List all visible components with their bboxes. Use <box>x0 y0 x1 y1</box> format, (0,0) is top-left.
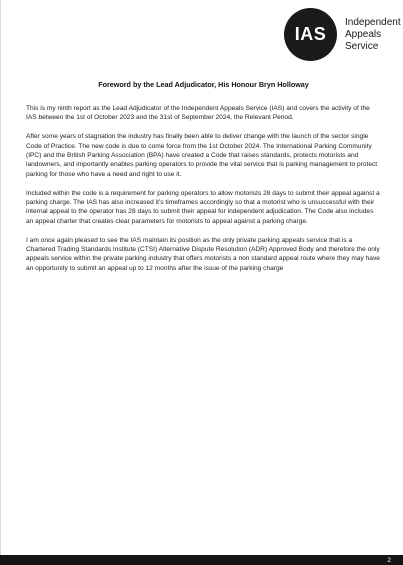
logo-wordmark <box>345 17 401 53</box>
paragraph-2: After some years of stagnation the industry has finally been able to deliver change with the launch of the sector single Code of Practice. The new code is due to come force from the 1st October 2024. The International Parking Community (IPC) and the British Parking Association (BPA) have created a Code that raises standards, protects motorists and landowners, and importantly enables parking operators to provide the vital service that is parking management to protect parking for those who have a need and right to use it. <box>26 133 378 178</box>
footer-bar <box>0 555 403 565</box>
foreword-section <box>26 80 381 283</box>
ias-logo <box>284 8 401 61</box>
paragraph-1: This is my ninth report as the Lead Adjudicator of the Independent Appeals Service (IAS) and covers the activity of the IAS between the 1st of October 2023 and the 31st of September 2024, the Relevant Period. <box>26 105 370 122</box>
paragraph-4: I am once again pleased to see the IAS maintain its position as the only private parking appeals service that is a Chartered Trading Standards Institute (CTSI) Alternative Dispute Resolution (ADR) Approved Body and therefore the only appeals service within the private parking industry that offers motorists a non standard appeal route where they may have an opportunity to submit an appeal up to 12 months after the issue of the parking charge <box>26 236 380 272</box>
paragraph-3: Included within the code is a requirement for parking operators to allow motorists 28 days to submit their appeal against a parking charge. The IAS has also increased it’s timeframes accordingly so that a motorist who is unsuccessful with their internal appeal to the operator has 28 days to submit their appeal for independent adjudication. The Code also includes an appeal charter that creates clear parameters for motorists to appeal against a parking charge. <box>26 189 380 225</box>
logo-line: Service <box>345 40 379 52</box>
page-number: 2 <box>387 557 391 564</box>
foreword-heading: Foreword by the Lead Adjudicator, His Honour Bryn Holloway <box>98 80 309 89</box>
logo-line: Appeals <box>345 28 382 40</box>
logo-line: Independent <box>345 16 401 28</box>
logo-mark: IAS <box>284 8 337 61</box>
